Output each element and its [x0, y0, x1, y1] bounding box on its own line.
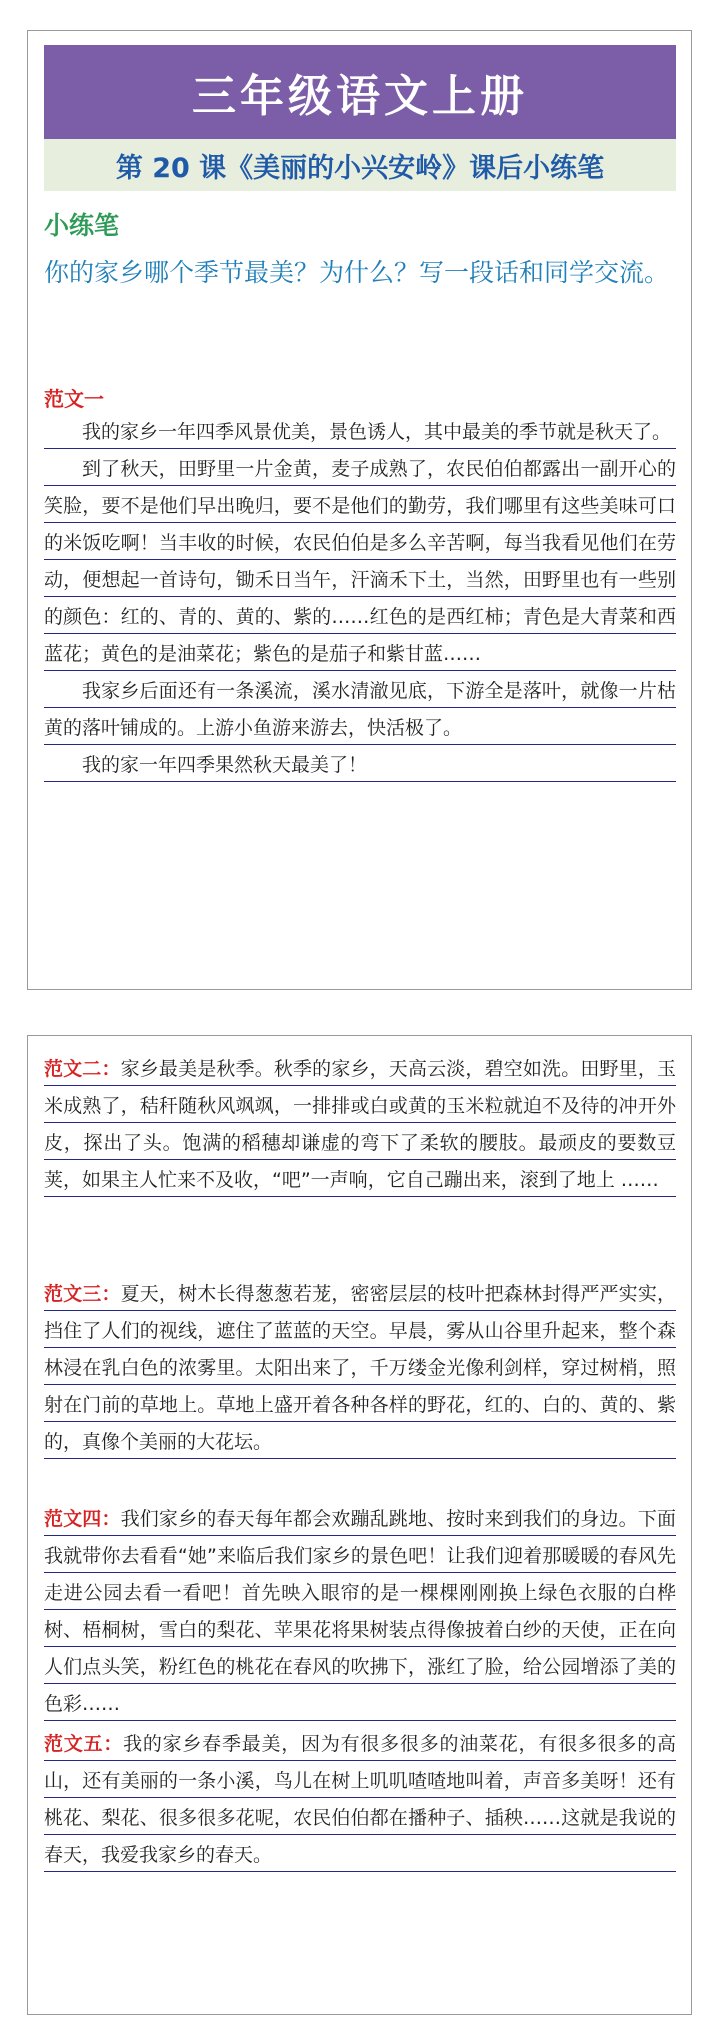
essay-4-paragraph [44, 1501, 676, 1723]
page-title: 三年级语文上册 [44, 45, 676, 139]
sample-essay-1 [44, 383, 676, 784]
lesson-subtitle: 第 20 课《美丽的小兴安岭》课后小练笔 [44, 139, 676, 191]
essay-1-paragraph-3: 我家乡后面还有一条溪流，溪水清澈见底，下游全是落叶，就像一片枯黄的落叶铺成的。上游小鱼游来游去，快活极了。 [44, 673, 676, 747]
sample-essay-2 [44, 1051, 676, 1199]
essay-2-text: 家乡最美是秋季。秋季的家乡，天高云淡，碧空如洗。田野里，玉米成熟了，秸秆随秋风飒飒，一排排或白或黄的玉米粒就迫不及待的冲开外皮，探出了头。饱满的稻穗却谦虚的弯下了柔软的腰肢。最顽皮的要数豆荚，如果主人忙来不及收，“吧”一声响，它自己蹦出来，滚到了地上 …… [44, 1058, 676, 1191]
essay-1-paragraph-2: 到了秋天，田野里一片金黄，麦子成熟了，农民伯伯都露出一副开心的笑脸，要不是他们早出晚归，要不是他们的勤劳，我们哪里有这些美味可口的米饭吃啊！当丰收的时候，农民伯伯是多么辛苦啊，每当我看见他们在劳动，便想起一首诗句，锄禾日当午，汗滴禾下土，当然，田野里也有一些别的颜色：红的、青的、黄的、紫的……红色的是西红柿；青色是大青菜和西蓝花；黄色的是油菜花；紫色的是茄子和紫甘蓝…… [44, 451, 676, 673]
exercise-label: 小练笔 [44, 211, 120, 240]
essay-1-paragraph-4: 我的家一年四季果然秋天最美了！ [44, 747, 676, 784]
essay-5-label: 范文五： [44, 1733, 124, 1755]
essay-3-text: 夏天，树木长得葱葱若茏，密密层层的枝叶把森林封得严严实实，挡住了人们的视线，遮住了蓝蓝的天空。早晨，雾从山谷里升起来，整个森林浸在乳白色的浓雾里。太阳出来了，千万缕金光像利剑样，穿过树梢，照射在门前的草地上。草地上盛开着各种各样的野花，红的、白的、黄的、紫的，真像个美丽的大花坛。 [44, 1283, 676, 1453]
sample-essay-4 [44, 1501, 676, 1723]
worksheet-page-1 [27, 30, 692, 990]
worksheet-page-2 [27, 1035, 692, 2015]
essay-4-label: 范文四： [44, 1508, 121, 1530]
essay-2-paragraph [44, 1051, 676, 1199]
essay-5-text: 我的家乡春季最美，因为有很多很多的油菜花，有很多很多的高山，还有美丽的一条小溪，鸟儿在树上叽叽喳喳地叫着，声音多美呀！还有桃花、梨花、很多很多花呢，农民伯伯都在播种子、插秧……这就是我说的春天，我爱我家乡的春天。 [44, 1733, 676, 1866]
essay-4-text: 我们家乡的春天每年都会欢蹦乱跳地、按时来到我们的身边。下面我就带你去看看“她”来临后我们家乡的景色吧！让我们迎着那暖暖的春风先走进公园去看一看吧！首先映入眼帘的是一棵棵刚刚换上绿色衣服的白桦树、梧桐树，雪白的梨花、苹果花将果树装点得像披着白纱的天使，正在向人们点头笑，粉红色的桃花在春风的吹拂下，涨红了脸，给公园增添了美的色彩…… [44, 1508, 676, 1715]
exercise-prompt: 你的家乡哪个季节最美？为什么？写一段话和同学交流。 [44, 258, 670, 287]
essay-1-label: 范文一 [44, 387, 104, 411]
essay-3-paragraph [44, 1276, 676, 1461]
sample-essay-5 [44, 1726, 676, 1874]
sample-essay-3 [44, 1276, 676, 1461]
essay-3-label: 范文三： [44, 1283, 121, 1305]
essay-2-label: 范文二： [44, 1058, 121, 1080]
essay-1-paragraph-1: 我的家乡一年四季风景优美，景色诱人，其中最美的季节就是秋天了。 [44, 414, 676, 451]
essay-5-paragraph [44, 1726, 676, 1874]
